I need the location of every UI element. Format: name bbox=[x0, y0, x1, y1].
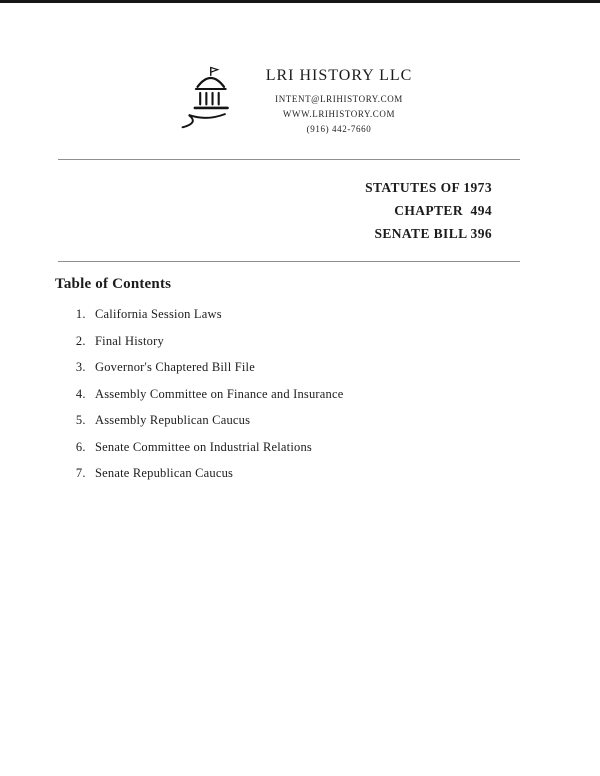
toc-item: 1. California Session Laws bbox=[89, 307, 600, 322]
table-of-contents bbox=[0, 276, 600, 481]
company-website: WWW.LRIHISTORY.COM bbox=[282, 109, 396, 119]
letterhead-contact-block bbox=[266, 61, 413, 137]
toc-item: 6. Senate Committee on Industrial Relations bbox=[89, 440, 600, 455]
chapter-line: CHAPTER 494 bbox=[394, 203, 492, 218]
toc-title: Table of Contents bbox=[55, 276, 172, 292]
toc-item: 2. Final History bbox=[89, 334, 600, 349]
toc-list bbox=[55, 307, 600, 481]
document-reference-block bbox=[0, 176, 600, 245]
toc-item: 7. Senate Republican Caucus bbox=[89, 466, 600, 481]
toc-item: 4. Assembly Committee on Finance and Insurance bbox=[89, 387, 600, 402]
capitol-building-sketch-icon bbox=[178, 63, 240, 137]
divider-bottom bbox=[58, 261, 520, 262]
company-phone: (916) 442-7660 bbox=[306, 124, 372, 134]
toc-item: 5. Assembly Republican Caucus bbox=[89, 413, 600, 428]
statutes-line: STATUTES OF 1973 bbox=[365, 180, 492, 195]
toc-item: 3. Governor's Chaptered Bill File bbox=[89, 360, 600, 375]
company-email: INTENT@LRIHISTORY.COM bbox=[275, 94, 403, 104]
letterhead bbox=[0, 3, 600, 137]
company-name: LRI HISTORY LLC bbox=[265, 67, 413, 84]
senate-bill-line: SENATE BILL 396 bbox=[374, 226, 492, 241]
divider-top bbox=[58, 159, 520, 160]
